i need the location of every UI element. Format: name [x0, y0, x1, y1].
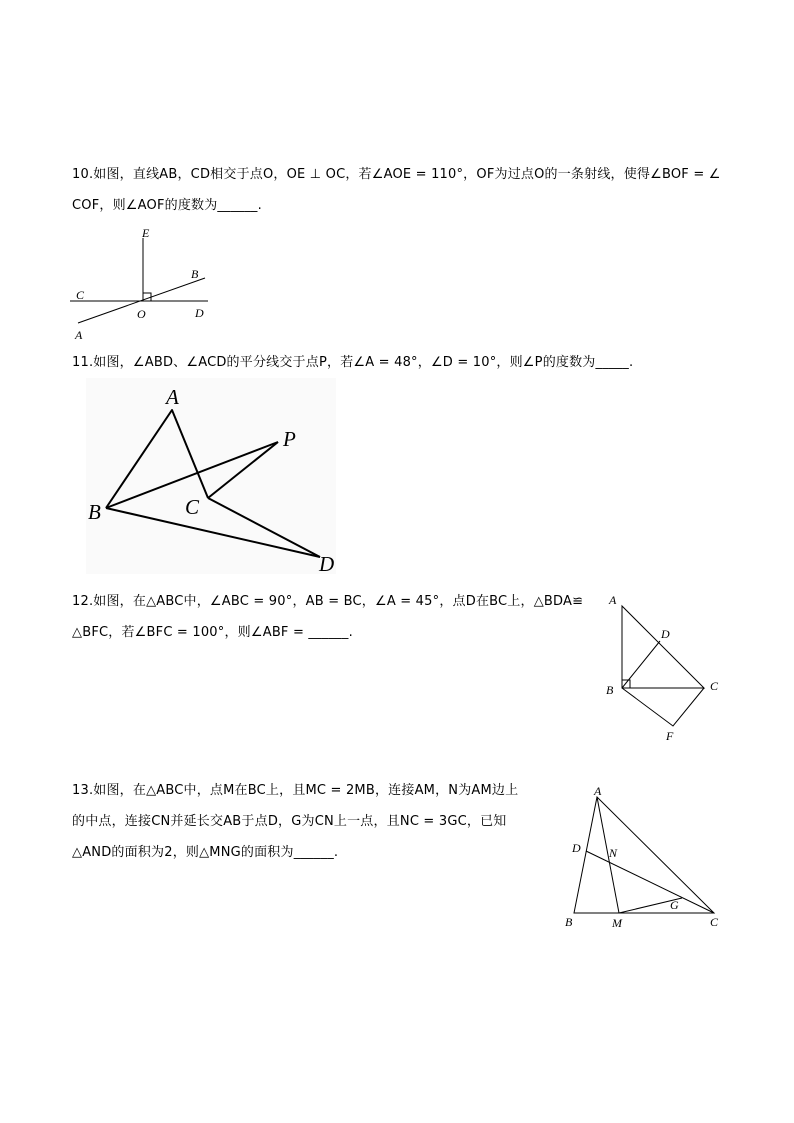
label-e: E	[142, 226, 150, 240]
label-g: G	[670, 898, 679, 912]
figure-12	[600, 588, 730, 746]
label-m: M	[612, 916, 622, 930]
problem-12-line-1: 12.如图，在△ABC中，∠ABC = 90°，AB = BC，∠A = 45°，点D在BC上，△BDA≌	[72, 594, 584, 609]
label-c: C	[710, 679, 719, 693]
label-a: A	[594, 784, 602, 798]
label-b: B	[191, 267, 199, 281]
label-o: O	[137, 307, 146, 321]
label-a: A	[75, 328, 83, 342]
label-f: F	[666, 729, 674, 743]
figure-13	[560, 780, 730, 932]
label-b: B	[565, 915, 573, 929]
problem-13-line-3: △AND的面积为2，则△MNG的面积为______.	[72, 845, 339, 860]
problem-12-line-2: △BFC，若∠BFC = 100°，则∠ABF = ______.	[72, 625, 353, 640]
label-d: D	[661, 627, 670, 641]
label-d: D	[319, 552, 335, 576]
problem-13-line-1: 13.如图，在△ABC中，点M在BC上，且MC = 2MB，连接AM，N为AM边上	[72, 783, 519, 798]
label-p: P	[283, 427, 296, 451]
triangle-abc	[622, 606, 704, 688]
label-b: B	[606, 683, 614, 697]
triangle-bfc-sides	[622, 688, 704, 726]
label-a: A	[166, 385, 179, 409]
label-d: D	[195, 306, 204, 320]
problem-13-line-2: 的中点，连接CN并延长交AB于点D，G为CN上一点，且NC = 3GC，已知	[72, 814, 507, 829]
figure-11	[86, 378, 346, 578]
problem-10-line-1: 10.如图，直线AB，CD相交于点O，OE ⊥ OC，若∠AOE = 110°，OF为过点O的一条射线，使得∠BOF = ∠	[72, 167, 721, 182]
problem-11-line-1: 11.如图，∠ABD、∠ACD的平分线交于点P，若∠A = 48°，∠D = 10°，则∠P的度数为_____.	[72, 355, 634, 370]
figure-10	[70, 222, 220, 344]
label-b: B	[88, 500, 101, 524]
segment-dc	[586, 851, 714, 913]
label-a: A	[609, 593, 617, 607]
label-c: C	[76, 288, 85, 302]
label-c: C	[710, 915, 719, 929]
label-n: N	[609, 846, 618, 860]
label-c: C	[185, 495, 200, 519]
label-d: D	[572, 841, 581, 855]
problem-10-line-2: COF，则∠AOF的度数为______.	[72, 198, 262, 213]
segment-bd	[622, 641, 660, 688]
